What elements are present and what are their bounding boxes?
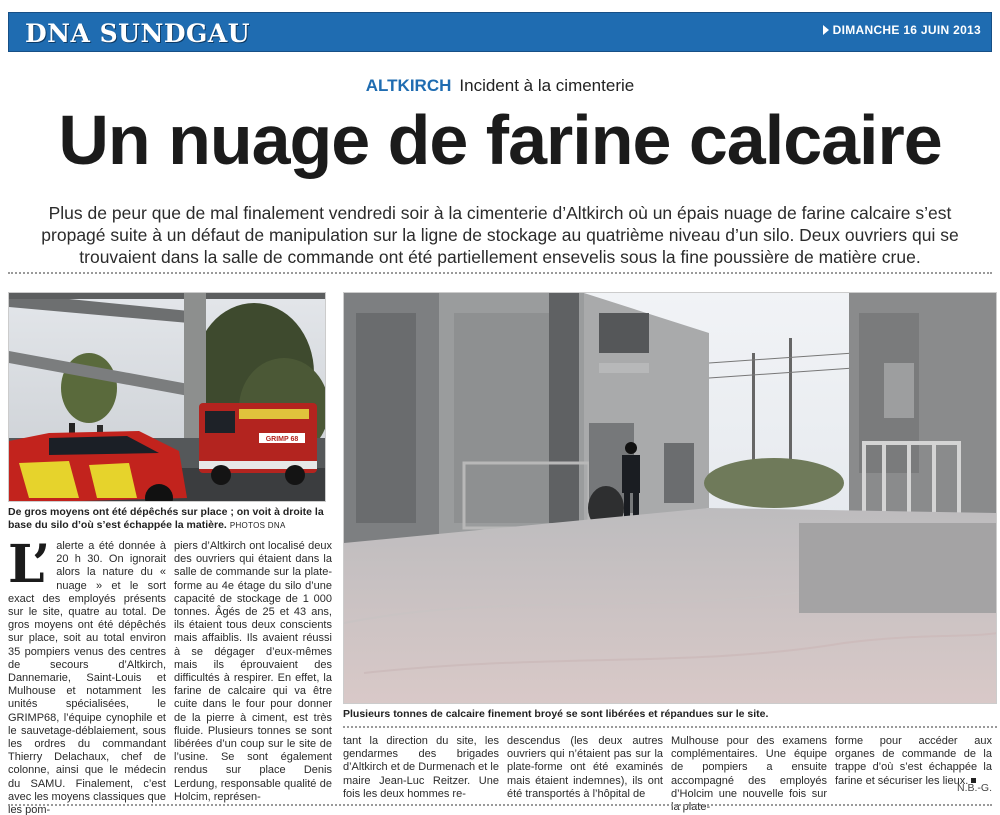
article-title: Un nuage de farine calcaire — [58, 101, 942, 179]
photo-fire-trucks — [8, 292, 326, 502]
column-6-text: forme pour accéder aux organes de commande de la trappe d’où s’est échappée la farine et sécuriser les lieux. — [835, 735, 992, 787]
caption-divider — [343, 726, 997, 728]
left-caption-text: De gros moyens ont été dépêchés sur place ; on voit à droite la base du silo d’où s’est échappée la matière. — [8, 506, 324, 531]
photo-calcaire-site — [343, 292, 997, 704]
column-2-text: piers d’Altkirch ont localisé deux des ouvriers qui étaient dans la salle de commande sur la plate-forme au 4e étage du silo d’une capacité de stockage de 1 000 tonnes. Âgés de 25 et 43 ans, ils étaient tous deux conscients mais affaiblis. Ils avaient réussi à se dégager d’eux-mêmes mais ils éprouvaient des difficultés à respirer. En effet, la farine de calcaire qui va être cuite dans le four pour donner de la pierre à ciment, est très fluide. Plusieurs tonnes se sont libérées d’un coup sur le site de l’usine. Se sont également rendus sur place Denis Lerdung, responsable qualité de Holcim, représen- — [174, 540, 332, 803]
drop-cap: L’ — [8, 534, 51, 595]
issue-date — [823, 23, 981, 37]
left-photo-caption — [8, 506, 326, 532]
masthead-bar — [8, 12, 992, 52]
right-photo-caption: Plusieurs tonnes de calcaire finement broyé se sont libérées et répandues sur le site. — [343, 708, 769, 720]
body-column-2 — [174, 540, 332, 802]
body-column-3 — [343, 735, 499, 800]
column-4-text: descendus (les deux autres ouvriers qui n’étaient pas sur la plate-forme ont été examinés mais étaient indemnes), ils ont été transportés à l’hôpital de — [507, 735, 663, 800]
body-column-5 — [671, 735, 827, 814]
body-column-4 — [507, 735, 663, 800]
column-5-text: Mulhouse pour des examens complémentaires. Une équipe de pompiers a ensuite accompagné des employés d’Holcim une nouvelle fois sur la plate- — [671, 735, 827, 814]
bottom-divider — [8, 804, 992, 806]
kicker-topic: Incident à la cimenterie — [459, 76, 635, 95]
newspaper-logo — [15, 18, 260, 48]
column-3-text: tant la direction du site, les gendarmes des brigades d’Altkirch et de Durmenach et le maire Jean-Luc Reitzer. Une fois les deux hommes re- — [343, 735, 499, 800]
dotted-divider — [8, 272, 992, 274]
triangle-bullet-icon — [823, 25, 829, 35]
article-kicker — [0, 76, 1000, 96]
column-1-text: alerte a été donnée à 20 h 30. On ignorait alors la nature du « nuage » et le sort exact des employés présents sur le site, quatre au total. De gros moyens ont été dépêchés sur place, soit au total environ 35 pompiers venus des centres de secours d’Altkirch, Dannemarie, Saint-Louis et Mulhouse et notamment les unités spécialisées, le GRIMP68, l’équipe cynophile et le sauvetage-déblaiement, sous les ordres du commandant Thierry Delachaux, chef de colonne, ainsi que le médecin du SAMU. Finalement, c’est avec les moyens classiques que les pom- — [8, 540, 166, 815]
kicker-place: ALTKIRCH — [365, 76, 452, 95]
truck-plate: GRIMP 68 — [265, 436, 299, 443]
author-signature: N.B.-G. — [956, 782, 992, 794]
issue-date-text: DIMANCHE 16 JUIN 2013 — [832, 23, 981, 37]
fire-truck-right — [199, 403, 317, 485]
body-column-1 — [8, 534, 166, 815]
body-column-6 — [835, 735, 992, 785]
article-lead: Plus de peur que de mal finalement vendredi soir à la cimenterie d’Altkirch où un épais nuage de farine calcaire s’est propagé suite à un défaut de manipulation sur la ligne de stockage au quatrième niveau d’un silo. Deux ouvriers qui se trouvaient dans la salle de commande ont été partiellement ensevelis sous la fine poussière de matière crue. — [41, 203, 959, 267]
brand-text: DNA SUNDGAU — [25, 18, 251, 48]
photo-credit: PHOTOS DNA — [229, 521, 286, 530]
